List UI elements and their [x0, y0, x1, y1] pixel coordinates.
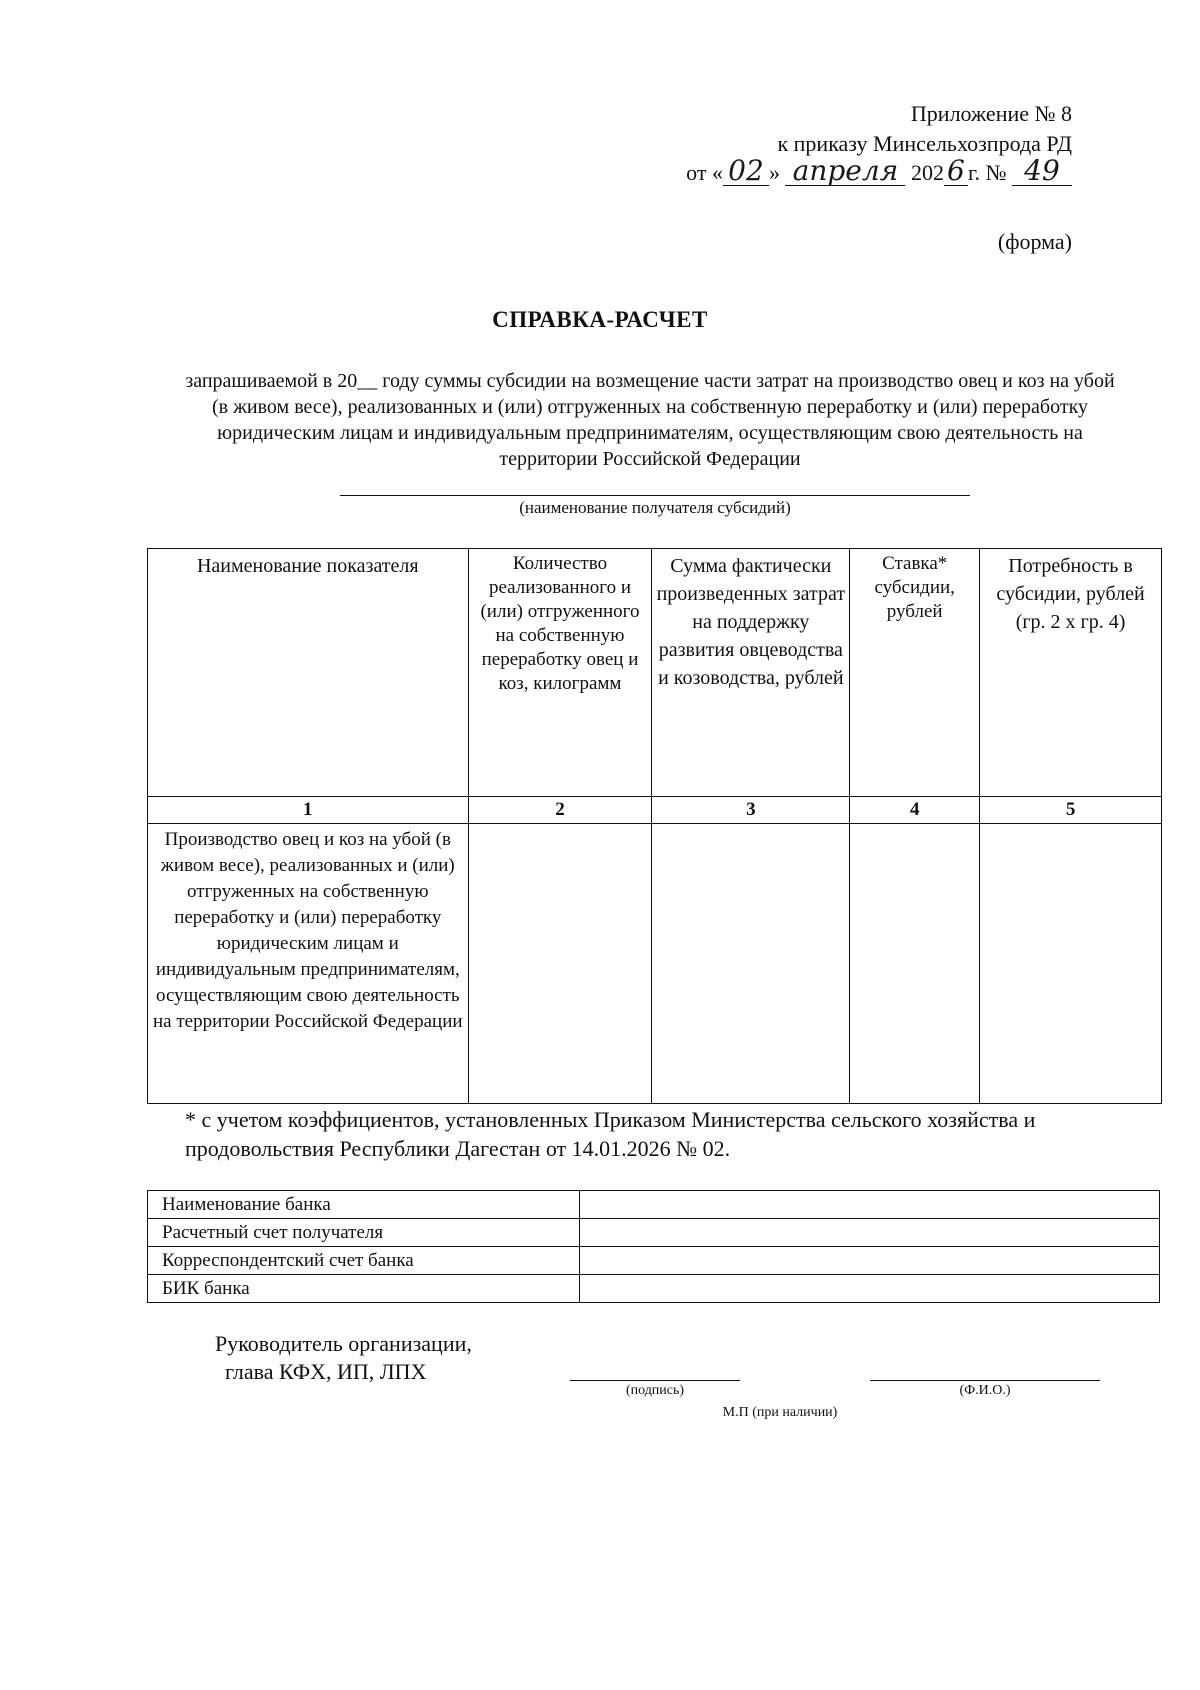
table-row — [148, 824, 1162, 1104]
number-prefix: г. № — [967, 160, 1007, 185]
settlement-account-label: Расчетный счет получателя — [148, 1219, 580, 1247]
handwritten-month: апреля — [785, 157, 905, 186]
footnote: * с учетом коэффициентов, установленных Приказом Министерства сельского хозяйства и продовольствия Республики Дагестан от 14.01.2026 № 02. — [185, 1107, 1036, 1161]
calculation-table — [147, 548, 1162, 1104]
header-subsidy-need: Потребность в субсидии, рублей (гр. 2 х гр. 4) — [980, 549, 1162, 797]
stamp-caption: М.П (при наличии) — [722, 1405, 838, 1420]
col-number-4: 4 — [850, 797, 980, 824]
order-reference: к приказу Минсельхозпрода РД — [777, 131, 1072, 156]
year-prefix: 202 — [910, 160, 944, 185]
recipient-name-line[interactable] — [340, 495, 970, 496]
cell-quantity-input[interactable] — [468, 824, 652, 1104]
header-indicator-name: Наименование показателя — [148, 549, 469, 797]
header-subsidy-rate: Ставка* субсидии, рублей — [850, 549, 980, 797]
date-close-quote: » — [768, 160, 780, 185]
handwritten-order-number: 49 — [1012, 157, 1072, 186]
document-title: СПРАВКА-РАСЧЕТ — [492, 307, 708, 332]
handwritten-day: 02 — [723, 157, 769, 186]
bank-details-table — [147, 1190, 1160, 1303]
full-name-line[interactable] — [870, 1380, 1100, 1381]
bik-label: БИК банка — [148, 1275, 580, 1303]
correspondent-account-field[interactable] — [579, 1247, 1159, 1275]
col-number-5: 5 — [980, 797, 1162, 824]
header-quantity: Количество реализованного и (или) отгруженного на собственную переработку овец и коз, килограмм — [468, 549, 652, 797]
table-row — [148, 1247, 1160, 1275]
column-number-row — [148, 797, 1162, 824]
signatory-role-line1: Руководитель организации, — [215, 1331, 472, 1356]
cell-costs-input[interactable] — [652, 824, 850, 1104]
cell-need-input[interactable] — [980, 824, 1162, 1104]
date-prefix: от « — [686, 160, 723, 185]
table-row — [148, 1275, 1160, 1303]
table-row — [148, 1191, 1160, 1219]
row-indicator-label: Производство овец и коз на убой (в живом весе), реализованных и (или) отгруженных на собственную переработку и (или) переработку юридическим лицам и индивидуальным предпринимателям, осуществляющим свою деятельность на территории Российской Федерации — [148, 824, 469, 1104]
col-number-1: 1 — [148, 797, 469, 824]
settlement-account-field[interactable] — [579, 1219, 1159, 1247]
recipient-caption: (наименование получателя субсидий) — [519, 498, 791, 517]
signature-caption: (подпись) — [625, 1383, 685, 1398]
table-row — [148, 1219, 1160, 1247]
handwritten-year-digit: 6 — [944, 157, 968, 186]
bank-name-label: Наименование банка — [148, 1191, 580, 1219]
appendix-label: Приложение № 8 — [910, 101, 1072, 126]
header-actual-costs: Сумма фактически произведенных затрат на поддержку развития овцеводства и козоводства, рублей — [652, 549, 850, 797]
signatory-role-line2: глава КФХ, ИП, ЛПХ — [225, 1359, 427, 1384]
bank-name-field[interactable] — [579, 1191, 1159, 1219]
col-number-2: 2 — [468, 797, 652, 824]
intro-text: запрашиваемой в 20__ году суммы субсидии на возмещение части затрат на производство овец и коз на убой (в живом весе), реализованных и (или) отгруженных на собственную переработку и (или) переработку юридическим лицам и индивидуальным предпринимателям, осуществляющим свою деятельность на территории Российской Федерации — [185, 370, 1115, 470]
col-number-3: 3 — [652, 797, 850, 824]
bik-field[interactable] — [579, 1275, 1159, 1303]
signature-line[interactable] — [570, 1380, 740, 1381]
form-label: (форма) — [997, 229, 1072, 254]
full-name-caption: (Ф.И.О.) — [959, 1383, 1011, 1398]
cell-rate-input[interactable] — [850, 824, 980, 1104]
order-date-line — [686, 154, 1072, 187]
table-header-row — [148, 549, 1162, 797]
correspondent-account-label: Корреспондентский счет банка — [148, 1247, 580, 1275]
